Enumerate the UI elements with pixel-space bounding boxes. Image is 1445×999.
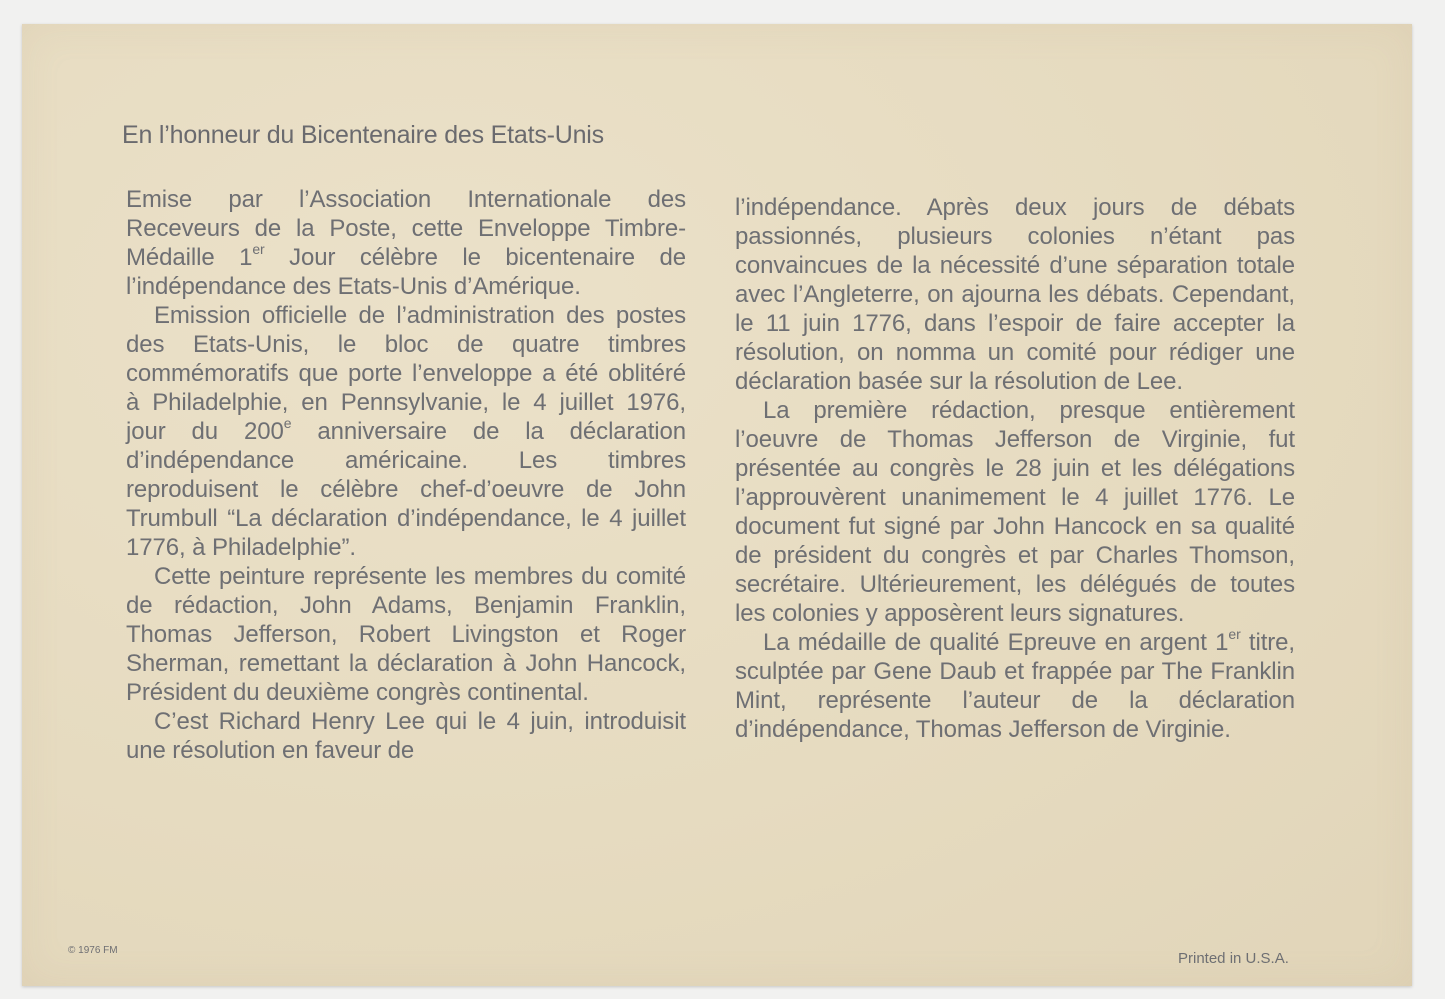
right-paragraph-1: l’indépendance. Après deux jours de débats passionnés, plusieurs colonies n’étant pas convaincues de la nécessité d’une séparation totale avec l’Angleterre, on ajourna les débats. Cependant, le 11 juin 1776, dans l’espoir de faire accepter la résolution, on nomma un comité pour rédiger une déclaration basée sur la résolution de Lee. [735, 194, 1295, 395]
left-paragraph-2-text-b: anniversaire de la déclaration d’indépendance américaine. Les timbres reproduisent le célèbre chef-d’oeuvre de John Trumbull “La déclaration d’indépendance, le 4 juillet 1776, à Philadelphie”. [126, 418, 686, 561]
right-paragraph-2: La première rédaction, presque entièrement l’oeuvre de Thomas Jefferson de Virginie, fut présentée au congrès le 28 juin et les délégations l’approuvèrent unanimement le 4 juillet 1776. Le document fut signé par John Hancock en sa qualité de président du congrès et par Charles Thomson, secrétaire. Ultérieurement, les délégués de toutes les colonies y apposèrent leurs signatures. [735, 397, 1295, 627]
left-paragraph-2-superscript: e [283, 415, 292, 431]
left-paragraph-2-text-a: Emission officielle de l’administration des postes des Etats-Unis, le bloc de quatre timbres commémoratifs que porte l’enveloppe a été oblitéré à Philadelphie, en Pennsylvanie, le 4 juillet 1976, jour du 200 [126, 302, 686, 445]
right-paragraph-3-text-a: La médaille de qualité Epreuve en argent 1 [763, 629, 1229, 656]
left-paragraph-4: C’est Richard Henry Lee qui le 4 juin, introduisit une résolution en faveur de [126, 708, 686, 764]
printed-in-notice: Printed in U.S.A. [1178, 950, 1289, 967]
left-paragraph-1 [126, 185, 686, 301]
printed-card [22, 24, 1412, 986]
right-column [735, 193, 1295, 744]
right-paragraph-3-text-b: titre, sculptée par Gene Daub et frappée par The Franklin Mint, représente l’auteur de la déclaration d’indépendance, Thomas Jefferson de Virginie. [735, 629, 1295, 743]
left-paragraph-2 [126, 301, 686, 562]
left-paragraph-1-text-b: Jour célèbre le bicentenaire de l’indépendance des Etats-Unis d’Amérique. [126, 244, 686, 300]
card-title: En l’honneur du Bicentenaire des Etats-Unis [122, 121, 604, 149]
copyright-notice: © 1976 FM [68, 945, 118, 956]
left-paragraph-3: Cette peinture représente les membres du comité de rédaction, John Adams, Benjamin Franklin, Thomas Jefferson, Robert Livingston et Roger Sherman, remettant la déclaration à John Hancock, Président du deuxième congrès continental. [126, 563, 686, 706]
left-paragraph-1-text-a: Emise par l’Association Internationale des Receveurs de la Poste, cette Enveloppe Timbre-Médaille 1 [126, 186, 686, 271]
left-column [126, 185, 686, 765]
right-paragraph-3-superscript: er [1228, 626, 1241, 642]
right-paragraph-3 [735, 628, 1295, 744]
left-paragraph-1-superscript: er [252, 241, 265, 257]
